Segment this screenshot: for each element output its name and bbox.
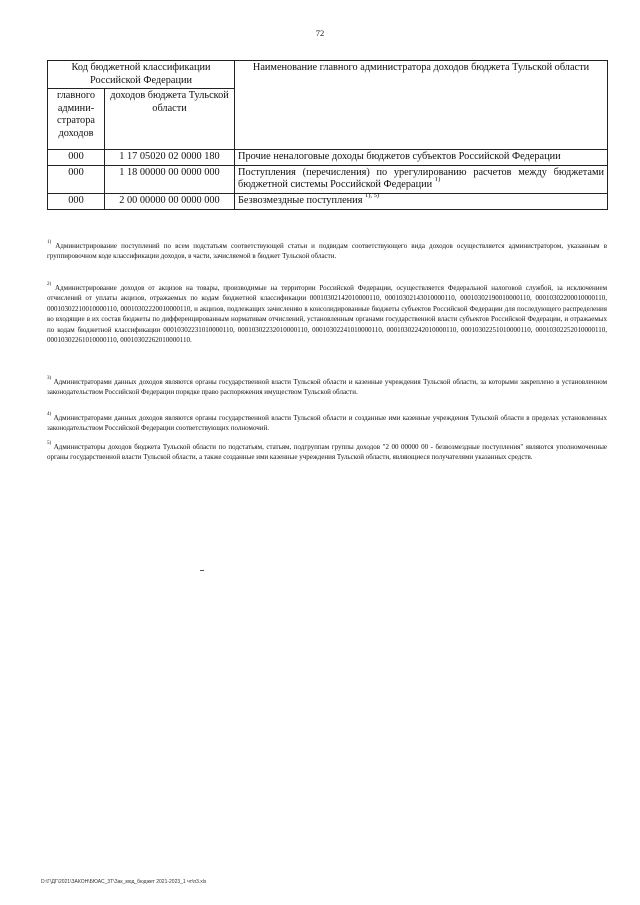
header-administrator-name: Наименование главного администратора доходов бюджета Тульской области [235,61,608,150]
income-name-cell [235,165,608,193]
footnote-4 [47,413,607,434]
file-path-footer: D:\Г\ДГ\2021\ЗАКОН\БЮАС_3Т\Зак_мод_бюджет 2021-2023_1 чт\п3.xls [41,879,207,885]
income-administrators-table [47,60,608,210]
admin-code-cell: 000 [48,193,105,209]
footnote-marker: 3) [47,375,52,381]
footnote-marker: 1) [47,239,52,245]
scan-mark [200,570,204,571]
footnote-text: Администрирование доходов от акцизов на товары, производимые на территории Российской Федерации, осуществляется Федеральной налоговой службой, за исключением отчислений от уплаты акцизов, отражаемых по кодам бюджетной классификации 00010302142010000110, 00010302143010000110, 00010302190010000110, 00010302200010000110, 00010302210010000110, 00010302220010000110, и акцизов, подлежащих зачислению в консолидированные бюджеты субъектов Российской Федерации для последующего распределения во входящие в их состав бюджеты по дифференцированным нормативам отчислений, установленным органами государственной власти субъектов Российской Федерации, и отражаемых по кодам бюджетной классификации 00010302231010000110, 00010302232010000110, 00010302241010000110, 00010302242010000110, 00010302251010000110, 00010302252010000110, 00010302261010000110, 00010302262010000110. [47,284,607,345]
header-income-code: доходов бюджета Тульской области [105,89,235,150]
admin-code-cell: 000 [48,150,105,166]
footnote-text: Администраторами данных доходов являются органы государственной власти Тульской области и казенные учреждения Тульской области, за которыми закреплено в установленном законодательством Российской Федерации порядке право распоряжения имуществом Тульской области. [47,378,607,397]
footnote-ref: 1), 5) [365,191,380,199]
header-kbk: Код бюджетной классификации Российской Федерации [48,61,235,89]
footnote-text: Администрирование поступлений по всем подстатьям соответствующей статьи и подвидам соответствующего вида доходов осуществляется администратором, указанным в группировочном коде классификации доходов, в части, зачисляемой в бюджет Тульской области. [47,242,608,261]
footnote-marker: 4) [47,411,52,417]
footnote-1 [47,241,607,262]
income-name-text: Безвозмездные поступления [238,194,363,206]
income-code-cell: 2 00 00000 00 0000 000 [105,193,235,209]
table-header-row [48,61,608,89]
income-name-text: Поступления (перечисления) по урегулированию расчетов между бюджетами бюджетной системы Российской Федерации [238,166,605,191]
footnote-marker: 5) [47,440,52,446]
footnote-2 [47,283,607,345]
table-row [48,165,608,193]
header-admin-code: главного админи-стратора доходов [48,89,105,150]
table-row [48,193,608,209]
income-name-text: Прочие неналоговые доходы бюджетов субъектов Российской Федерации [238,151,561,163]
footnote-3 [47,377,607,398]
table-row [48,150,608,166]
footnote-5 [47,442,607,463]
income-name-cell [235,150,608,166]
footnote-text: Администраторами данных доходов являются органы государственной власти Тульской области и созданные ими казенные учреждения Тульской области в пределах установленных законодательством Российской Федерации соответствующих полномочий. [47,414,608,433]
admin-code-cell: 000 [48,165,105,193]
page-number: 72 [315,28,325,38]
footnote-ref: 1) [434,175,441,183]
footnote-marker: 2) [47,281,52,287]
income-code-cell: 1 17 05020 02 0000 180 [105,150,235,166]
income-name-cell [235,193,608,209]
income-code-cell: 1 18 00000 00 0000 000 [105,165,235,193]
footnote-text: Администраторы доходов бюджета Тульской области по подстатьям, статьям, подгруппам группы доходов "2 00 00000 00 - безвозмездные поступления" являются уполномоченные органы государственной власти Тульской области, а также созданные ими казенные учреждения Тульской области, являющиеся получателями указанных средств. [47,443,608,462]
